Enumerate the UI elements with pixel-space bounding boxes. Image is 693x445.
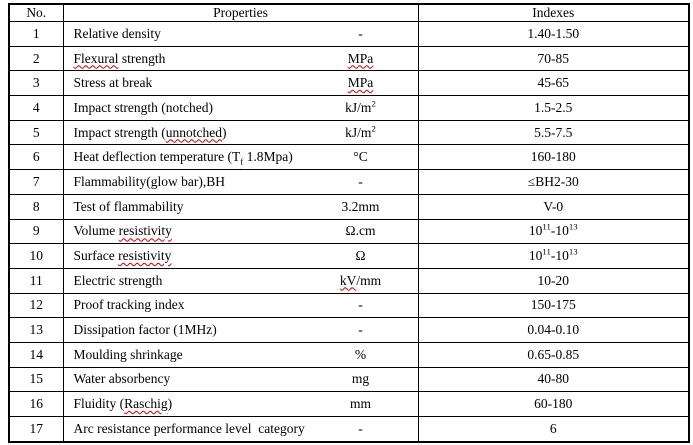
property-name: Electric strength bbox=[73, 272, 163, 288]
table-row bbox=[9, 71, 689, 96]
row-number-cell: 7 bbox=[9, 170, 63, 195]
index-value-cell: ≤BH2-30 bbox=[418, 170, 689, 195]
table-row bbox=[9, 342, 689, 367]
index-value-cell: 1.5-2.5 bbox=[418, 96, 689, 121]
property-cell bbox=[63, 120, 418, 145]
property-unit: - bbox=[358, 322, 363, 338]
property-unit: $kJ/m^2$ bbox=[345, 123, 376, 140]
property-wrap bbox=[64, 273, 418, 289]
row-number-cell: 15 bbox=[9, 367, 63, 392]
property-wrap bbox=[64, 125, 418, 141]
index-value-cell: $10^{11}-10^{13}$ bbox=[418, 244, 689, 269]
property-name: Flexural strength bbox=[73, 50, 166, 66]
property-name: Fluidity (Raschig) bbox=[73, 396, 173, 412]
property-name: Relative density bbox=[73, 25, 161, 41]
property-name: Proof tracking index bbox=[73, 297, 185, 313]
property-cell bbox=[63, 342, 418, 367]
table-row bbox=[9, 219, 689, 244]
property-wrap bbox=[64, 51, 418, 67]
table-row bbox=[9, 244, 689, 269]
property-unit: - bbox=[358, 297, 363, 313]
table-row bbox=[9, 293, 689, 318]
table-row bbox=[9, 392, 689, 417]
header-indexes: Indexes bbox=[418, 4, 689, 22]
property-cell bbox=[63, 367, 418, 392]
property-wrap bbox=[64, 26, 418, 42]
index-value-cell: 40-80 bbox=[418, 367, 689, 392]
property-wrap bbox=[64, 174, 418, 190]
index-value-cell: $10^{11}-10^{13}$ bbox=[418, 219, 689, 244]
row-number-cell: 5 bbox=[9, 120, 63, 145]
index-value-cell: 5.5-7.5 bbox=[418, 120, 689, 145]
property-name: Surface resistivity bbox=[73, 248, 172, 264]
property-unit: Ω bbox=[355, 248, 366, 264]
index-value-cell: 150-175 bbox=[418, 293, 689, 318]
property-name: Moulding shrinkage bbox=[73, 346, 183, 362]
properties-table bbox=[8, 3, 690, 443]
row-number-cell: 11 bbox=[9, 268, 63, 293]
row-number-cell: 3 bbox=[9, 71, 63, 96]
property-cell bbox=[63, 293, 418, 318]
row-number-cell: 10 bbox=[9, 244, 63, 269]
table-row bbox=[9, 170, 689, 195]
table-row bbox=[9, 96, 689, 121]
row-number-cell: 17 bbox=[9, 417, 63, 443]
table-row bbox=[9, 46, 689, 71]
property-wrap bbox=[64, 100, 418, 116]
property-cell bbox=[63, 318, 418, 343]
table-row bbox=[9, 367, 689, 392]
property-cell bbox=[63, 194, 418, 219]
property-name: Flammability(glow bar),BH bbox=[73, 173, 225, 189]
property-wrap bbox=[64, 297, 418, 313]
property-wrap bbox=[64, 421, 418, 437]
property-unit: mm bbox=[349, 396, 371, 412]
index-value-cell: 70-85 bbox=[418, 46, 689, 71]
property-name: Impact strength (notched) bbox=[73, 99, 213, 115]
row-number-cell: 1 bbox=[9, 22, 63, 47]
index-value-cell: V-0 bbox=[418, 194, 689, 219]
row-number-cell: 8 bbox=[9, 194, 63, 219]
property-wrap bbox=[64, 149, 418, 165]
row-number-cell: 2 bbox=[9, 46, 63, 71]
index-value-cell: 45-65 bbox=[418, 71, 689, 96]
table-row bbox=[9, 318, 689, 343]
property-unit: % bbox=[354, 346, 367, 362]
property-name: Arc resistance performance level category bbox=[73, 421, 305, 436]
property-wrap bbox=[64, 199, 418, 215]
table-row bbox=[9, 145, 689, 170]
table-row bbox=[9, 194, 689, 219]
property-wrap bbox=[64, 347, 418, 363]
property-unit: - bbox=[358, 25, 363, 41]
property-unit: Ω.cm bbox=[345, 223, 376, 239]
property-unit: 3.2mm bbox=[341, 198, 380, 214]
index-value-cell: 60-180 bbox=[418, 392, 689, 417]
property-cell bbox=[63, 145, 418, 170]
index-value-cell: 0.65-0.85 bbox=[418, 342, 689, 367]
property-wrap bbox=[64, 396, 418, 412]
row-number-cell: 16 bbox=[9, 392, 63, 417]
property-name: Stress at break bbox=[73, 75, 153, 91]
property-unit: MPa bbox=[347, 75, 374, 91]
property-unit: mg bbox=[351, 371, 370, 387]
property-name: Volume resistivity bbox=[73, 223, 172, 239]
table-body bbox=[9, 22, 689, 443]
table-row bbox=[9, 120, 689, 145]
property-wrap bbox=[64, 223, 418, 239]
property-name: Test of flammability bbox=[73, 198, 184, 214]
table-header-row bbox=[9, 4, 689, 22]
property-unit: kV/mm bbox=[339, 272, 382, 288]
property-unit: °C bbox=[353, 149, 368, 165]
index-value-cell: 0.04-0.10 bbox=[418, 318, 689, 343]
property-name: Heat deflection temperature ($T_f$ 1.8Mpa) bbox=[73, 149, 293, 167]
table-row bbox=[9, 417, 689, 443]
row-number-cell: 4 bbox=[9, 96, 63, 121]
property-unit: MPa bbox=[347, 50, 374, 66]
index-value-cell: 10-20 bbox=[418, 268, 689, 293]
property-name: Impact strength (unnotched) bbox=[73, 124, 227, 140]
row-number-cell: 6 bbox=[9, 145, 63, 170]
property-name: Water absorbency bbox=[73, 371, 171, 387]
property-name: Dissipation factor (1MHz) bbox=[73, 322, 217, 338]
property-cell bbox=[63, 219, 418, 244]
row-number-cell: 13 bbox=[9, 318, 63, 343]
property-wrap bbox=[64, 75, 418, 91]
property-cell bbox=[63, 22, 418, 47]
property-unit: - bbox=[358, 421, 363, 436]
property-cell bbox=[63, 46, 418, 71]
property-cell bbox=[63, 71, 418, 96]
row-number-cell: 9 bbox=[9, 219, 63, 244]
property-wrap bbox=[64, 322, 418, 338]
property-cell bbox=[63, 170, 418, 195]
header-properties: Properties bbox=[63, 4, 418, 22]
property-cell bbox=[63, 417, 418, 443]
property-cell bbox=[63, 268, 418, 293]
header-no: No. bbox=[9, 4, 63, 22]
property-wrap bbox=[64, 371, 418, 387]
property-cell bbox=[63, 96, 418, 121]
table-row bbox=[9, 268, 689, 293]
property-cell bbox=[63, 392, 418, 417]
row-number-cell: 14 bbox=[9, 342, 63, 367]
index-value-cell: 6 bbox=[418, 417, 689, 443]
property-wrap bbox=[64, 248, 418, 264]
index-value-cell: 160-180 bbox=[418, 145, 689, 170]
property-unit: - bbox=[358, 173, 363, 189]
row-number-cell: 12 bbox=[9, 293, 63, 318]
property-cell bbox=[63, 244, 418, 269]
index-value-cell: 1.40-1.50 bbox=[418, 22, 689, 47]
table-row bbox=[9, 22, 689, 47]
property-unit: $kJ/m^2$ bbox=[345, 98, 376, 115]
